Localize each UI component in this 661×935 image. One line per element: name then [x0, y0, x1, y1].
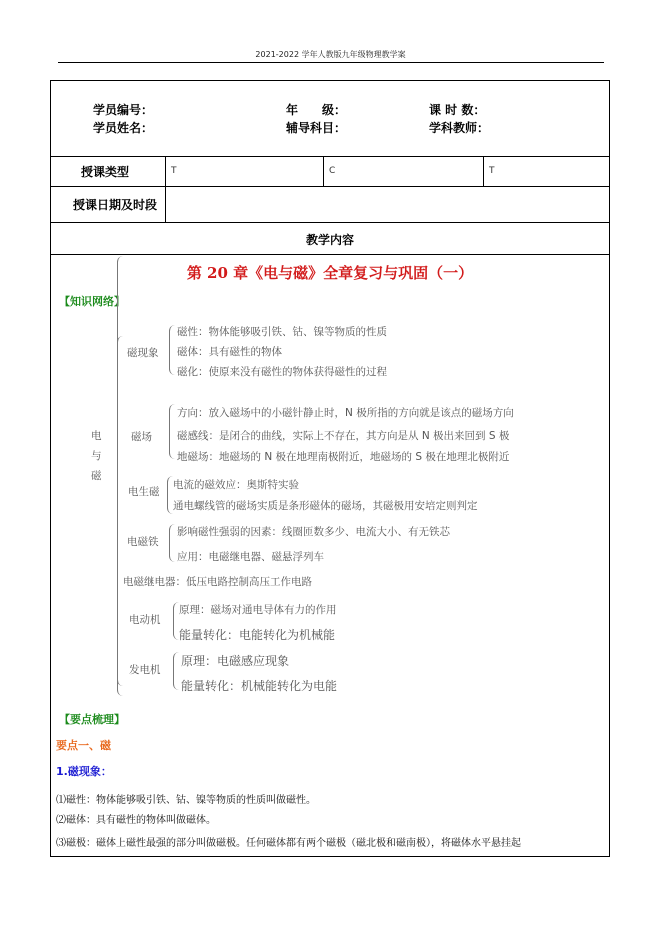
mindmap-item: 磁化：使原来没有磁性的物体获得磁性的过程	[177, 366, 387, 378]
lesson-type-cell: T	[171, 166, 177, 176]
lesson-type-label: 授课类型	[81, 165, 130, 179]
branch-label: 电磁继电器：低压电路控制高压工作电路	[123, 576, 312, 588]
divider	[165, 156, 166, 222]
lesson-plan-table	[50, 80, 610, 857]
branch-label: 电动机	[129, 614, 161, 626]
mindmap-item: 能量转化：电能转化为机械能	[179, 628, 336, 642]
lesson-date-label: 授课日期及时段	[73, 198, 158, 212]
hours-label: 课 时 数：	[429, 103, 486, 117]
mindmap-item: 应用：电磁继电器、磁悬浮列车	[177, 551, 324, 563]
mindmap-root: 电与磁	[91, 430, 102, 482]
divider	[51, 254, 609, 255]
mindmap-item: 磁感线：是闭合的曲线，实际上不存在，其方向是从 N 极出来回到 S 极	[177, 430, 510, 442]
brace	[169, 325, 175, 375]
branch-label: 磁场	[131, 431, 152, 443]
divider	[323, 156, 324, 186]
header-rule	[58, 62, 604, 63]
point-heading: 要点一、磁	[56, 739, 111, 752]
paragraph: ⑶磁极：磁体上磁性最强的部分叫做磁极。任何磁体都有两个磁极（磁北极和磁南极），将磁体水平悬挂起	[56, 838, 521, 849]
points-heading: 【要点梳理】	[59, 713, 125, 726]
mindmap-item: 方向：放入磁场中的小磁针静止时，N 极所指的方向就是该点的磁场方向	[177, 407, 514, 419]
mindmap-item: 电流的磁效应：奥斯特实验	[173, 479, 299, 491]
paragraph: ⑵磁体：具有磁性的物体叫做磁体。	[56, 815, 216, 826]
root-brace	[117, 336, 124, 686]
mindmap-item: 通电螺线管的磁场实质是条形磁体的磁场，其磁极用安培定则判定	[173, 500, 478, 512]
mindmap-item: 能量转化：机械能转化为电能	[181, 679, 338, 693]
divider	[51, 186, 609, 187]
branch-label: 发电机	[129, 664, 161, 676]
student-name-label: 学员姓名：	[93, 121, 154, 135]
grade-label: 年 级：	[286, 103, 347, 117]
subject-label: 辅导科目：	[286, 121, 347, 135]
divider	[483, 156, 484, 186]
divider	[51, 156, 609, 157]
brace	[173, 652, 179, 690]
mindmap-item: 原理：磁场对通电导体有力的作用	[179, 604, 337, 616]
mindmap-item: 地磁场：地磁场的 N 极在地理南极附近，地磁场的 S 极在地理北极附近	[177, 451, 510, 463]
branch-label: 电生磁	[128, 486, 160, 498]
branch-label: 电磁铁	[127, 536, 159, 548]
divider	[51, 222, 609, 223]
lesson-type-cell: T	[489, 166, 495, 176]
mindmap-item: 磁性：物体能够吸引铁、钴、镍等物质的性质	[177, 326, 387, 338]
paragraph: ⑴磁性：物体能够吸引铁、钴、镍等物质的性质叫做磁性。	[56, 795, 316, 806]
mindmap-item: 影响磁性强弱的因素：线圈匝数多少、电流大小、有无铁芯	[177, 526, 450, 538]
brace	[169, 404, 175, 459]
mindmap-item: 磁体：具有磁性的物体	[177, 346, 282, 358]
knowledge-heading: 【知识网络】	[59, 295, 125, 308]
sub-heading: 1.磁现象：	[56, 765, 112, 778]
teacher-label: 学科教师：	[429, 121, 490, 135]
mindmap-item: 原理：电磁感应现象	[181, 654, 290, 668]
branch-label: 磁现象	[127, 347, 159, 359]
student-id-label: 学员编号：	[93, 103, 154, 117]
page-header: 2021-2022 学年人教版九年级物理教学案	[255, 50, 406, 59]
content-header: 教学内容	[305, 233, 354, 247]
chapter-title: 第 20 章《电与磁》全章复习与巩固（一）	[186, 264, 474, 282]
lesson-type-cell: C	[329, 166, 336, 176]
brace	[169, 524, 175, 562]
